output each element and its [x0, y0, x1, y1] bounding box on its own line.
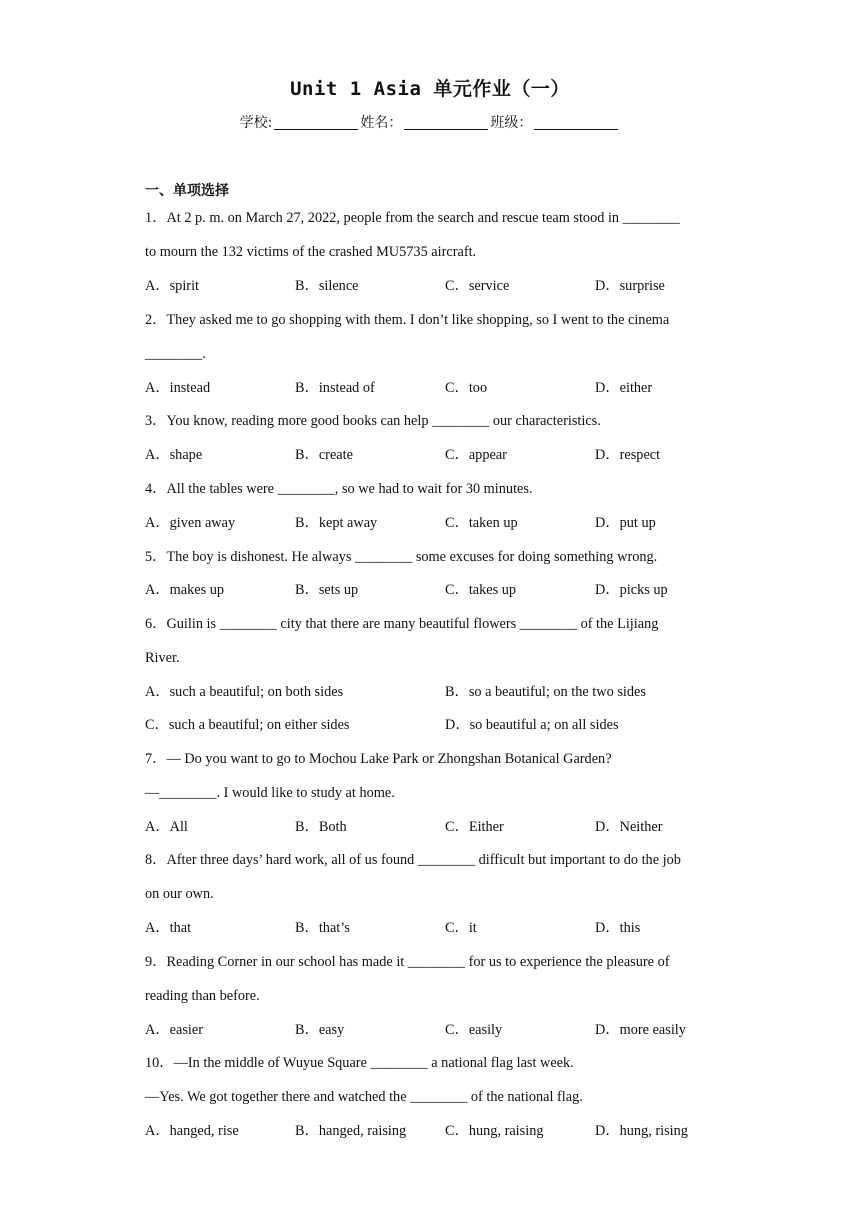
option-b: B．silence	[295, 278, 359, 294]
student-info-line	[0, 112, 860, 132]
option-c: C．such a beautiful; on either sides	[145, 717, 350, 733]
option-c: C．takes up	[445, 582, 517, 598]
option-b: B．sets up	[295, 582, 359, 598]
option-c: C．Either	[445, 819, 504, 835]
option-b: B．that’s	[295, 920, 350, 936]
option-b: B．create	[295, 447, 353, 463]
option-c: C．too	[445, 380, 488, 396]
question-4-options	[145, 514, 745, 532]
question-7-options	[145, 818, 745, 836]
option-c: C．easily	[445, 1022, 503, 1038]
question-8-line-2: on our own.	[145, 886, 214, 902]
option-a: A．All	[145, 819, 188, 835]
name-blank	[404, 115, 488, 130]
question-6-options-row-1	[145, 683, 745, 701]
question-7-line-2: —________. I would like to study at home.	[145, 785, 395, 801]
option-b: B．so a beautiful; on the two sides	[445, 684, 646, 700]
option-c: C．appear	[445, 447, 507, 463]
option-d: D．so beautiful a; on all sides	[445, 717, 619, 733]
question-8-line-1: 8．After three days’ hard work, all of us found ________ difficult but important to do the job	[145, 852, 681, 868]
option-d: D．Neither	[595, 819, 663, 835]
option-a: A．that	[145, 920, 192, 936]
option-b: B．easy	[295, 1022, 345, 1038]
option-b: B．Both	[295, 819, 347, 835]
question-3-line-1: 3．You know, reading more good books can help ________ our characteristics.	[145, 413, 601, 429]
option-d: D．respect	[595, 447, 661, 463]
option-c: C．hung, raising	[445, 1123, 544, 1139]
option-d: D．hung, rising	[595, 1123, 688, 1139]
question-9-options	[145, 1021, 745, 1039]
class-label: 班级：	[490, 115, 533, 131]
question-9-line-1: 9．Reading Corner in our school has made it ________ for us to experience the pleasure of	[145, 954, 670, 970]
question-1-options	[145, 277, 745, 295]
question-10-options	[145, 1122, 745, 1140]
option-d: D．this	[595, 920, 641, 936]
option-c: C．it	[445, 920, 477, 936]
option-d: D．put up	[595, 515, 656, 531]
option-d: D．picks up	[595, 582, 668, 598]
question-10-line-2: —Yes. We got together there and watched the ________ of the national flag.	[145, 1089, 583, 1105]
option-a: A．instead	[145, 380, 211, 396]
option-a: A．spirit	[145, 278, 200, 294]
question-6-line-1: 6．Guilin is ________ city that there are many beautiful flowers ________ of the Lijiang	[145, 616, 659, 632]
school-label: 学校:	[239, 115, 273, 131]
question-5-line-1: 5．The boy is dishonest. He always ________ some excuses for doing something wrong.	[145, 549, 658, 565]
question-1-line-1: 1．At 2 p. m. on March 27, 2022, people from the search and rescue team stood in ________	[145, 210, 680, 226]
option-a: A．makes up	[145, 582, 225, 598]
question-2-options	[145, 379, 745, 397]
question-2-line-2: ________.	[145, 346, 206, 362]
question-7-line-1: 7．— Do you want to go to Mochou Lake Park or Zhongshan Botanical Garden?	[145, 751, 612, 767]
school-blank	[274, 115, 358, 130]
question-2-line-1: 2．They asked me to go shopping with them. I don’t like shopping, so I went to the cinema	[145, 312, 670, 328]
option-a: A．shape	[145, 447, 203, 463]
name-label: 姓名：	[360, 115, 403, 131]
question-6-line-2: River.	[145, 650, 180, 666]
question-6-options-row-2	[145, 716, 745, 734]
option-b: B．hanged, raising	[295, 1123, 407, 1139]
option-b: B．kept away	[295, 515, 378, 531]
section-title: 一、单项选择	[145, 183, 229, 199]
question-8-options	[145, 919, 745, 937]
option-a: A．such a beautiful; on both sides	[145, 684, 344, 700]
question-1-line-2: to mourn the 132 victims of the crashed MU5735 aircraft.	[145, 244, 477, 260]
question-9-line-2: reading than before.	[145, 988, 260, 1004]
question-5-options	[145, 581, 745, 599]
option-a: A．easier	[145, 1022, 203, 1038]
option-a: A．given away	[145, 515, 236, 531]
option-c: C．taken up	[445, 515, 518, 531]
class-blank	[534, 115, 618, 130]
option-b: B．instead of	[295, 380, 375, 396]
question-4-line-1: 4．All the tables were ________, so we had to wait for 30 minutes.	[145, 481, 533, 497]
page-title: Unit 1 Asia 单元作业（一）	[290, 78, 570, 100]
option-d: D．more easily	[595, 1022, 686, 1038]
question-10-line-1: 10．—In the middle of Wuyue Square ________ a national flag last week.	[145, 1055, 574, 1071]
option-d: D．either	[595, 380, 653, 396]
question-3-options	[145, 446, 745, 464]
option-d: D．surprise	[595, 278, 665, 294]
option-c: C．service	[445, 278, 510, 294]
option-a: A．hanged, rise	[145, 1123, 239, 1139]
